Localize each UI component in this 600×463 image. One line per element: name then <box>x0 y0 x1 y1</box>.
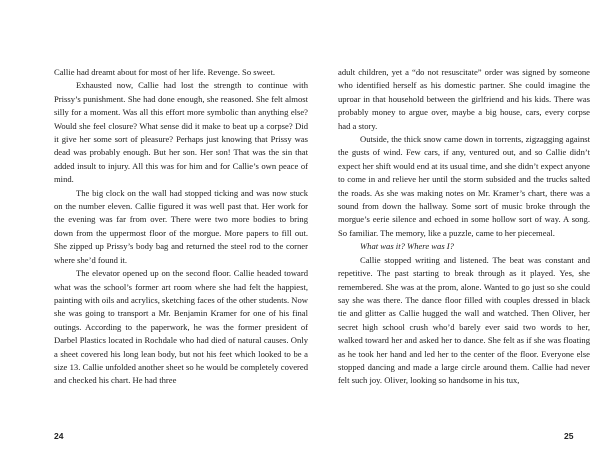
left-paragraph-1: Callie had dreamt about for most of her life. Revenge. So sweet. <box>54 67 275 77</box>
right-page-number: 25 <box>564 431 574 441</box>
right-paragraph-4: Callie stopped writing and listened. The beat was constant and repetitive. The past starting to break through as it played. Yes, she remembered. She was at the prom, alone. Wanted to go just so she could say she was there. The dance floor filled with couples dressed in black tie and glitter as Callie hugged the wall and watched. Then Oliver, her secret high school crush who’d barely ever said two words to her, walked toward her and asked her to dance. She felt as if she was floating as he took her hand and led her to the center of the floor. Everyone else stopped dancing and made a large circle around them. Callie had never felt such joy. Oliver, looking so handsome in his tux, <box>338 254 590 386</box>
left-paragraph-4: The elevator opened up on the second floor. Callie headed toward what was the school’s former art room where she had felt the happiest, painting with oils and acrylics, sketching faces of the other students. Now she was going to transport a Mr. Benjamin Kramer for one of his final outings. According to the paperwork, he was the former president of Darbel Plastics located in Rochdale who had died of natural causes. Only a sheet covered his long lean body, but not his feet which looked to be a size 13. Callie unfolded another sheet so he would be completely covered and checked his chart. He had three <box>54 268 308 386</box>
left-page-number: 24 <box>54 431 64 441</box>
right-page <box>338 66 590 388</box>
left-page <box>54 66 308 388</box>
right-paragraph-3: What was it? Where was I? <box>360 241 454 252</box>
right-paragraph-2: Outside, the thick snow came down in torrents, zigzagging against the gusts of wind. Few cars, if any, ventured out, and so Callie didn’t expect her shift would end at its usual time, and she didn’t expect anyone to come in and relieve her until the storm subsided and the trucks salted the roads. As she was making notes on Mr. Kramer’s chart, there was a sound from down the hallway. Some sort of music broke through the morgue’s eerie silence and echoed in some hollow sort of way. A song. So familiar. The memory, like a puzzle, came to her piecemeal. <box>338 134 590 238</box>
left-paragraph-2: Exhausted now, Callie had lost the strength to continue with Prissy’s punishment. She had done enough, she reasoned. She felt almost silly for a moment. Was all this effort more symbolic than anything else? Would she feel closure? What sense did it make to beat up a corpse? Did it give her some sort of pleasure? Perhaps just knowing that Prissy was dead was probably enough. But her son. Her son! That was the sin that added insult to injury. All this was for him and for Callie’s own peace of mind. <box>54 80 308 185</box>
left-paragraph-3: The big clock on the wall had stopped ticking and was now stuck on the number eleven. Callie figured it was well past that. Her work for the evening was far from over. There were two more bodies to bring down from the uppermost floor of the morgue. More papers to fill out. She zipped up Prissy’s body bag and returned the steel rod to the corner where she’d found it. <box>54 187 308 265</box>
right-paragraph-1: adult children, yet a “do not resuscitate” order was signed by someone who identified herself as his domestic partner. She could imagine the uproar in that household between the girlfriend and his kids. There was probably money to argue over, maybe a big house, cars, every corpse had a story. <box>338 67 590 131</box>
